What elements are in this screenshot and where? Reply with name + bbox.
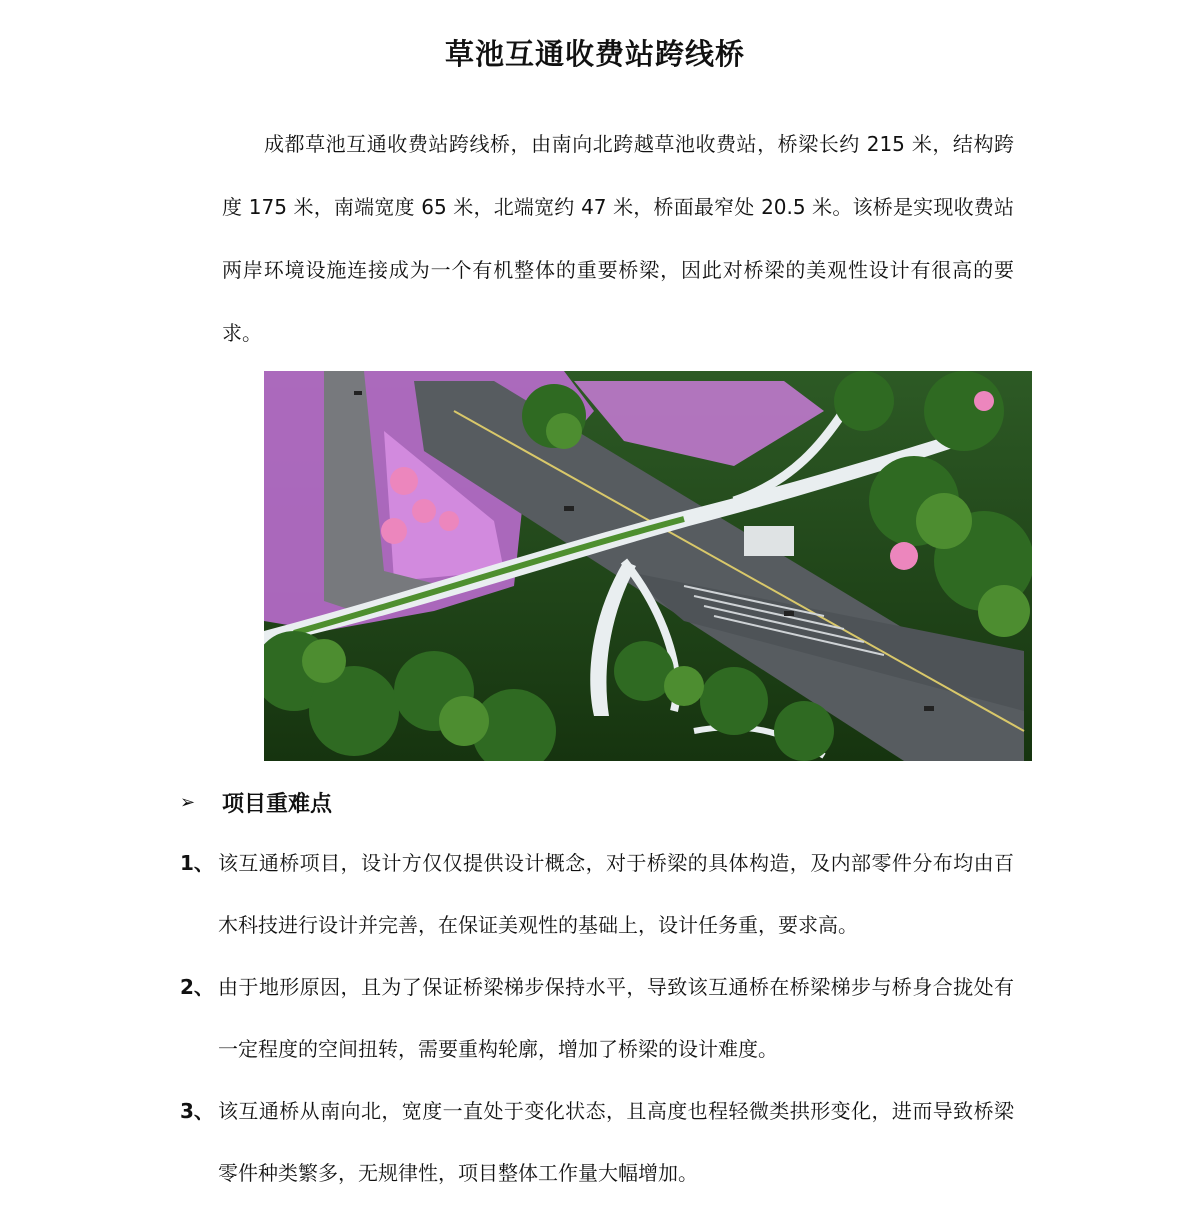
arrow-bullet-icon: ➢ <box>180 791 196 813</box>
difficulty-list <box>180 832 1014 1204</box>
list-item <box>180 832 1014 956</box>
list-item-number: 1、 <box>180 851 214 875</box>
list-item <box>180 1080 1014 1204</box>
intro-paragraph: 成都草池互通收费站跨线桥，由南向北跨越草池收费站，桥梁长约 215 米，结构跨度 175 米，南端宽度 65 米，北端宽约 47 米，桥面最窄处 20.5 米。该桥是实现收费站两岸环境设施连接成为一个有机整体的重要桥梁，因此对桥梁的美观性设计有很高的要求。 <box>222 132 1014 345</box>
document-title: 草池互通收费站跨线桥 <box>444 37 745 71</box>
list-item-number: 2、 <box>180 975 214 999</box>
list-item <box>180 956 1014 1080</box>
list-item-text: 该互通桥从南向北，宽度一直处于变化状态，且高度也程轻微类拱形变化，进而导致桥梁零件种类繁多，无规律性，项目整体工作量大幅增加。 <box>218 1099 1014 1185</box>
bridge-aerial-illustration <box>264 371 1032 761</box>
section-heading-text: 项目重难点 <box>222 791 333 817</box>
list-item-text: 由于地形原因，且为了保证桥梁梯步保持水平，导致该互通桥在桥梁梯步与桥身合拢处有一定程度的空间扭转，需要重构轮廓，增加了桥梁的设计难度。 <box>218 975 1014 1061</box>
list-item-text: 该互通桥项目，设计方仅仅提供设计概念，对于桥梁的具体构造，及内部零件分布均由百木科技进行设计并完善，在保证美观性的基础上，设计任务重，要求高。 <box>218 851 1014 937</box>
section-heading <box>180 784 332 820</box>
list-item-number: 3、 <box>180 1099 214 1123</box>
bridge-rendering-image <box>264 371 1032 761</box>
